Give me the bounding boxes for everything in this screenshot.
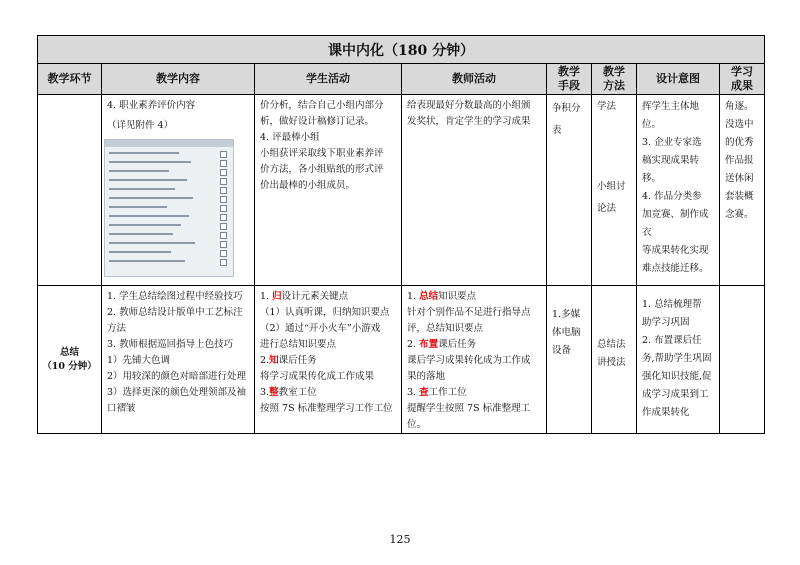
student-line xyxy=(260,289,397,305)
method-text: 小组讨 xyxy=(597,181,626,192)
stage-label: 总结 xyxy=(59,346,79,358)
header-label: 设计意图 xyxy=(656,72,700,85)
line-text: 工作工位 xyxy=(428,387,467,398)
intent-line: 成学习成果到工 xyxy=(642,389,709,400)
teacher-line: 针对个别作品不足进行指导点 xyxy=(407,307,531,318)
header-teaching-means xyxy=(547,64,592,95)
student-activity-cell xyxy=(255,95,402,286)
content-line: 方法 xyxy=(107,323,127,334)
header-label: 教学内容 xyxy=(156,72,200,85)
teacher-line: 果的落地 xyxy=(407,371,446,382)
means-cell xyxy=(547,95,592,286)
intent-line: 4. 作品分类参 xyxy=(642,191,702,202)
line-prefix: 3. xyxy=(260,387,270,398)
student-line xyxy=(260,353,397,369)
content-line: 3. 教师根据巡回指导上色技巧 xyxy=(107,339,234,350)
means-line: 1.多媒 xyxy=(552,309,581,320)
method-text: 学法 xyxy=(597,101,617,112)
outcome-line: 送休闲 xyxy=(725,173,754,184)
outcome-cell xyxy=(720,95,765,286)
intent-line: 务,帮助学生巩固 xyxy=(642,353,712,364)
outcome-line: 作品报 xyxy=(725,155,754,166)
method-cell xyxy=(592,286,637,434)
table-row xyxy=(38,95,765,286)
keyword-highlight: 整 xyxy=(269,387,279,398)
intent-line: 挥学生主体地位。 xyxy=(642,101,700,130)
student-line: 小组获评采取线下职业素养评 xyxy=(260,148,384,159)
header-design-intent xyxy=(637,64,720,95)
content-line: 2. 教师总结设计版单中工艺标注 xyxy=(107,307,243,318)
keyword-highlight: 查 xyxy=(419,387,429,398)
intent-line: 助学习巩固 xyxy=(642,317,690,328)
line-text: 课后任务 xyxy=(278,355,317,366)
intent-line: 1. 总结梳理帮 xyxy=(642,299,702,310)
outcome-cell-empty xyxy=(720,286,765,434)
student-line: 价出最棒的小组成员。 xyxy=(260,180,356,191)
line-prefix: 2. xyxy=(407,339,420,350)
teacher-line: 评，总结知识要点 xyxy=(407,323,484,334)
teacher-line xyxy=(407,337,542,353)
keyword-highlight: 布置 xyxy=(419,339,439,350)
method-cell xyxy=(592,95,637,286)
header-student-activity xyxy=(255,64,402,95)
header-teaching-content xyxy=(102,64,255,95)
header-learning-outcome xyxy=(720,64,765,95)
page-number: 125 xyxy=(389,533,411,546)
teacher-activity-cell xyxy=(402,95,547,286)
line-prefix: 3. xyxy=(407,387,420,398)
method-line: 总结法 xyxy=(597,339,626,350)
student-activity-cell xyxy=(255,286,402,434)
content-line: 4. 职业素养评价内容 xyxy=(107,100,196,111)
teacher-line xyxy=(407,289,542,305)
intent-line: 等成果转化实现 xyxy=(642,245,709,256)
content-cell xyxy=(102,95,255,286)
evaluation-form-thumbnail xyxy=(104,139,234,277)
means-line: 设备 xyxy=(552,345,572,356)
content-line: 口褶皱 xyxy=(107,403,136,414)
intent-line: 强化知识技能,促 xyxy=(642,371,712,382)
student-line: 4. 评最棒小组 xyxy=(260,132,320,143)
method-line: 讲授法 xyxy=(597,357,626,368)
content-line: 2）用较深的颜色对暗部进行处理 xyxy=(107,371,247,382)
teacher-line: 提醒学生按照 7S 标准整理工位。 xyxy=(407,403,531,430)
method-text: 论法 xyxy=(597,203,617,214)
keyword-highlight: 总结 xyxy=(419,291,439,302)
stage-cell-summary xyxy=(38,286,102,434)
teacher-line: 发奖状，肯定学生的学习成果 xyxy=(407,116,531,127)
student-line: 按照 7S 标准整理学习工作工位 xyxy=(260,403,393,414)
teacher-activity-cell xyxy=(402,286,547,434)
lesson-plan-table xyxy=(37,35,765,434)
line-text: 设计元素关键点 xyxy=(281,291,349,302)
table-row xyxy=(38,286,765,434)
table-title: 课中内化（180 分钟） xyxy=(38,36,765,64)
intent-cell xyxy=(637,95,720,286)
student-line: 价分析，结合自己小组内部分 xyxy=(260,100,384,111)
intent-line: 稿实现成果转移。 xyxy=(642,155,700,184)
content-cell xyxy=(102,286,255,434)
intent-line: 3. 企业专家选 xyxy=(642,137,702,148)
header-label: 教师活动 xyxy=(452,72,496,85)
header-label: 学生活动 xyxy=(306,72,350,85)
student-line: （1）认真听课，归纳知识要点 xyxy=(260,307,390,318)
header-teaching-stage xyxy=(38,64,102,95)
header-label: 教学环节 xyxy=(47,72,92,85)
student-line xyxy=(260,385,397,401)
intent-line: 作成果转化 xyxy=(642,407,690,418)
line-prefix: 1. xyxy=(260,291,273,302)
means-cell xyxy=(547,286,592,434)
student-line: （2）通过“开小火车”小游戏 xyxy=(260,323,381,334)
keyword-highlight: 知 xyxy=(269,355,279,366)
student-line: 进行总结知识要点 xyxy=(260,339,337,350)
header-label: 学习 成果 xyxy=(731,65,754,92)
teacher-line: 给表现最好分数最高的小组颁 xyxy=(407,100,531,111)
stage-duration: （10 分钟） xyxy=(42,360,97,372)
header-label: 教学 手段 xyxy=(558,65,580,92)
teacher-line xyxy=(407,385,542,401)
outcome-line: 没选中 xyxy=(725,119,754,130)
line-text: 知识要点 xyxy=(438,291,477,302)
intent-line: 2. 布置课后任 xyxy=(642,335,702,346)
keyword-highlight: 归 xyxy=(272,291,282,302)
line-text: 教室工位 xyxy=(278,387,317,398)
content-line: 1）先铺大色调 xyxy=(107,355,171,366)
header-label: 教学 方法 xyxy=(603,65,625,92)
stage-cell-empty xyxy=(38,95,102,286)
outcome-line: 念赛。 xyxy=(725,209,754,220)
means-text: 争积分表 xyxy=(552,103,581,136)
intent-line: 加竞赛、制作成衣 xyxy=(642,209,709,238)
student-line: 价方法，各小组贴纸的形式评 xyxy=(260,164,384,175)
student-line: 析，做好设计稿修订记录。 xyxy=(260,116,375,127)
content-line: （详见附件 4） xyxy=(107,120,174,131)
outcome-line: 套装概 xyxy=(725,191,754,202)
outcome-line: 角逐。 xyxy=(725,101,754,112)
intent-line: 难点技能迁移。 xyxy=(642,263,709,274)
means-line: 体电脑 xyxy=(552,327,581,338)
student-line: 将学习成果传化成工作成果 xyxy=(260,371,375,382)
outcome-line: 的优秀 xyxy=(725,137,754,148)
intent-cell xyxy=(637,286,720,434)
teacher-line: 课后学习成果转化成为工作成 xyxy=(407,355,531,366)
line-text: 课后任务 xyxy=(438,339,477,350)
content-line: 1. 学生总结绘图过程中经验技巧 xyxy=(107,291,243,302)
content-line: 3）选择更深的颜色处理领部及袖 xyxy=(107,387,247,398)
header-teaching-method xyxy=(592,64,637,95)
header-teacher-activity xyxy=(402,64,547,95)
line-prefix: 1. xyxy=(407,291,420,302)
line-prefix: 2. xyxy=(260,355,270,366)
